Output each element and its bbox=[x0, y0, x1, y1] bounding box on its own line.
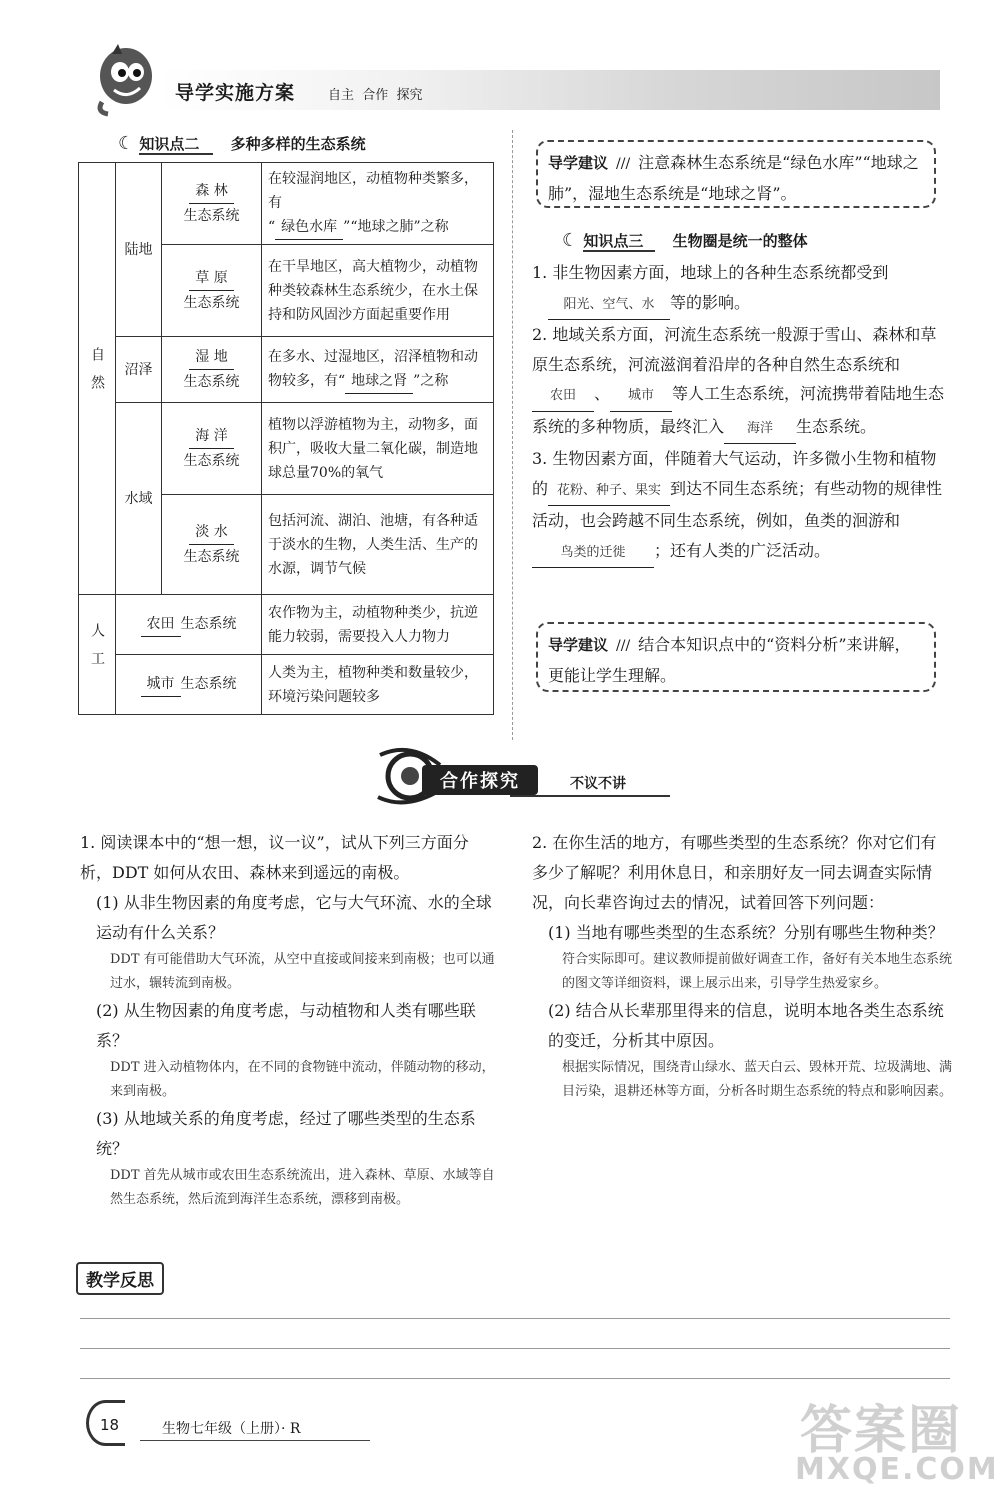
group-marsh: 沼泽 bbox=[116, 337, 162, 403]
kp2-title: 多种多样的生态系统 bbox=[230, 135, 366, 153]
kp3-item-3: 3. 生物因素方面，伴随着大气运动，许多微小生物和植物的 花粉、种子、果实 到达不同生态系统；有些动物的规律性活动，也会跨越不同生态系统，例如，鱼类的洄游和鸟类的迁徙 ；还有人类的广泛活动。 bbox=[532, 444, 952, 568]
kp2-label: 知识点二 bbox=[139, 135, 213, 155]
reflection-line bbox=[80, 1318, 950, 1319]
column-divider bbox=[512, 130, 513, 740]
group-water: 水域 bbox=[116, 403, 162, 595]
reflection-label: 教学反思 bbox=[76, 1262, 164, 1295]
footer-book: 生物七年级（上册）· R bbox=[162, 1421, 301, 1437]
desc-cell: 人类为主，植物种类和数量较少，环境污染问题较多 bbox=[262, 655, 494, 715]
type-cell: 淡 水 生态系统 bbox=[162, 495, 262, 595]
desc-cell: 植物以浮游植物为主，动物多，面积广，吸收大量二氧化碳，制造地球总量70%的氧气 bbox=[262, 403, 494, 495]
q2-sub-2: (2) 结合从长辈那里得来的信息，说明本地各类生态系统的变迁，分析其中原因。 bbox=[548, 1001, 944, 1050]
group-nature: 自然 bbox=[79, 163, 116, 595]
q2-answer-2: 根据实际情况，围绕青山绿水、蓝天白云、毁林开荒、垃圾满地、满目污染，退耕还林等方面，分析各时期生态系统的特点和影响因素。 bbox=[562, 1060, 953, 1099]
coop-banner bbox=[370, 745, 670, 807]
tip-text: 结合本知识点中的“资料分析”来讲解，更能让学生理解。 bbox=[548, 635, 911, 685]
q1-answer-2: DDT 进入动植物体内，在不同的食物链中流动，伴随动物的移动，来到南极。 bbox=[110, 1060, 495, 1099]
q1-answer-3: DDT 首先从城市或农田生态系统流出，进入森林、草原、水域等自然生态系统，然后流到海洋生态系统，漂移到南极。 bbox=[110, 1168, 495, 1207]
moon-icon: ☾ bbox=[118, 133, 135, 154]
desc-cell: 在较湿润地区，动植物种类繁多，有 “ 绿色水库 ”“地球之肺”之称 bbox=[262, 163, 494, 245]
footer-rule bbox=[140, 1440, 370, 1441]
q1-sub-1: (1) 从非生物因素的角度考虑，它与大气环流、水的全球运动有什么关系？ bbox=[96, 893, 492, 942]
mascot-icon bbox=[92, 42, 162, 117]
header-title: 导学实施方案 bbox=[175, 82, 296, 104]
tip-box: 导学建议 /// 注意森林生态系统是“绿色水库”“地球之肺”，湿地生态系统是“地球之肾”。 bbox=[536, 140, 936, 208]
desc-cell: 农作物为主，动植物种类少，抗逆能力较弱，需要投入人力物力 bbox=[262, 595, 494, 655]
q2-sub-1: (1) 当地有哪些类型的生态系统？分别有哪些生物种类？ bbox=[548, 923, 944, 942]
kp3-item-2: 2. 地域关系方面，河流生态系统一般源于雪山、森林和草原生态系统，河流滋润着沿岸的各种自然生态系统和农田 、 城市 等人工生态系统，河流携带着陆地生态系统的多种物质，最终汇入 海洋 生态系统。 bbox=[532, 320, 952, 444]
q1-sub-3: (3) 从地域关系的角度考虑，经过了哪些类型的生态系统？ bbox=[96, 1109, 476, 1158]
kp3-body bbox=[532, 258, 952, 568]
q1-sub-2: (2) 从生物因素的角度考虑，与动植物和人类有哪些联系？ bbox=[96, 1001, 476, 1050]
desc-cell: 在干旱地区，高大植物少，动植物种类较森林生态系统少，在水土保持和防风固沙方面起重要作用 bbox=[262, 245, 494, 337]
header-subtitle: 自主 合作 探究 bbox=[328, 88, 423, 103]
coop-slogan: 不议不讲 bbox=[570, 776, 626, 792]
tip-box: 导学建议 /// 结合本知识点中的“资料分析”来讲解，更能让学生理解。 bbox=[536, 622, 936, 692]
page-number: 18 bbox=[100, 1416, 120, 1434]
tip-label: 导学建议 bbox=[548, 636, 609, 654]
q1-stem: 1. 阅读课本中的“想一想，议一议”，试从下列三方面分析，DDT 如何从农田、森林来到遥远的南极。 bbox=[80, 833, 469, 882]
type-cell: 城市 生态系统 bbox=[116, 655, 262, 715]
watermark-logo: 答案圈 bbox=[800, 1401, 963, 1461]
kp3-label: 知识点三 bbox=[583, 232, 655, 252]
group-land: 陆地 bbox=[116, 163, 162, 337]
q2-stem: 2. 在你生活的地方，有哪些类型的生态系统？你对它们有多少了解呢？利用休息日，和亲朋好友一同去调查实际情况，向长辈咨询过去的情况，试着回答下列问题： bbox=[532, 833, 937, 912]
type-cell: 草 原 生态系统 bbox=[162, 245, 262, 337]
ecosystem-table bbox=[78, 162, 494, 715]
desc-cell: 包括河流、湖泊、池塘，有各种适于淡水的生物，人类生活、生产的水源，调节气候 bbox=[262, 495, 494, 595]
desc-cell: 在多水、过湿地区，沼泽植物和动物较多，有“ 地球之肾 ”之称 bbox=[262, 337, 494, 403]
kp3-item-1: 1. 非生物因素方面，地球上的各种生态系统都受到阳光、空气、水 等的影响。 bbox=[532, 258, 952, 320]
kp3-heading bbox=[562, 230, 808, 251]
reflection-line bbox=[80, 1348, 950, 1349]
tip-label: 导学建议 bbox=[548, 154, 609, 172]
tip-text: 注意森林生态系统是“绿色水库”“地球之肺”，湿地生态系统是“地球之肾”。 bbox=[548, 153, 919, 203]
moon-icon: ☾ bbox=[562, 230, 579, 251]
type-cell: 农田 生态系统 bbox=[116, 595, 262, 655]
type-cell: 海 洋 生态系统 bbox=[162, 403, 262, 495]
type-cell: 森 林 生态系统 bbox=[162, 163, 262, 245]
type-cell: 湿 地 生态系统 bbox=[162, 337, 262, 403]
watermark-url: MXQE.COM bbox=[795, 1452, 999, 1487]
coop-title: 合作探究 bbox=[422, 765, 538, 795]
question-1 bbox=[80, 828, 498, 1212]
kp2-heading bbox=[118, 133, 366, 154]
reflection-line bbox=[80, 1378, 950, 1379]
group-human: 人工 bbox=[79, 595, 116, 715]
q1-answer-1: DDT 有可能借助大气环流，从空中直接或间接来到南极；也可以通过水，辗转流到南极。 bbox=[110, 952, 495, 991]
question-2 bbox=[532, 828, 952, 1104]
q2-answer-1: 符合实际即可。建议教师提前做好调查工作，备好有关本地生态系统的图文等详细资料，课上展示出来，引导学生热爱家乡。 bbox=[562, 952, 953, 991]
kp3-title: 生物圈是统一的整体 bbox=[672, 232, 808, 250]
